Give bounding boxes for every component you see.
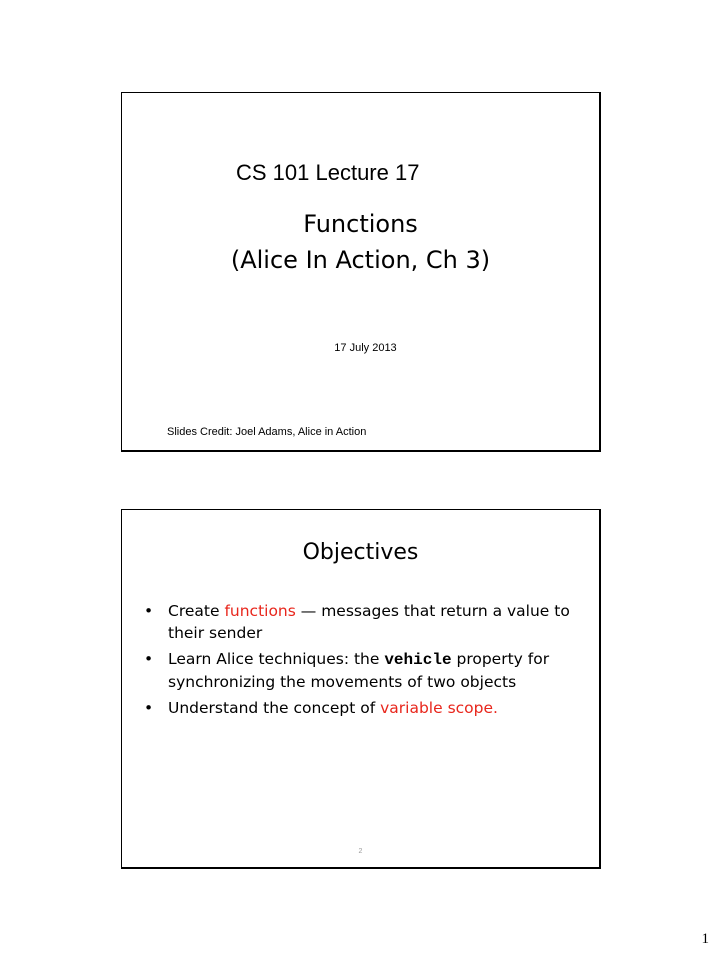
bullet-icon: • bbox=[144, 602, 154, 620]
title-slide bbox=[121, 92, 601, 452]
bullet-text: — messages that return a value to their sender bbox=[168, 602, 570, 642]
code-text: vehicle bbox=[384, 651, 452, 669]
course-label: CS 101 Lecture 17 bbox=[236, 160, 420, 185]
lecture-title-line1: Functions bbox=[303, 210, 418, 238]
slide-number: 2 bbox=[358, 848, 363, 855]
slides-credit: Slides Credit: Joel Adams, Alice in Action bbox=[167, 426, 367, 438]
objectives-slide bbox=[121, 509, 601, 869]
bullet-text: Learn Alice techniques: the bbox=[168, 650, 385, 668]
bullet-text: Create bbox=[168, 602, 225, 620]
bullet-icon: • bbox=[144, 650, 154, 668]
bullet-text: Understand the concept of bbox=[168, 699, 381, 717]
list-item bbox=[142, 648, 587, 693]
list-item bbox=[142, 600, 587, 644]
bullet-text: property for synchronizing the movements of two objects bbox=[168, 650, 550, 691]
lecture-title bbox=[122, 206, 599, 278]
lecture-title-line2: (Alice In Action, Ch 3) bbox=[230, 246, 491, 274]
objectives-title: Objectives bbox=[302, 540, 419, 565]
lecture-date: 17 July 2013 bbox=[334, 342, 397, 354]
bullet-icon: • bbox=[144, 699, 154, 717]
objectives-list bbox=[142, 600, 587, 723]
highlight-text: functions bbox=[224, 602, 296, 620]
highlight-text: variable scope. bbox=[380, 699, 498, 717]
page-number: 1 bbox=[701, 931, 709, 947]
list-item bbox=[142, 697, 587, 719]
